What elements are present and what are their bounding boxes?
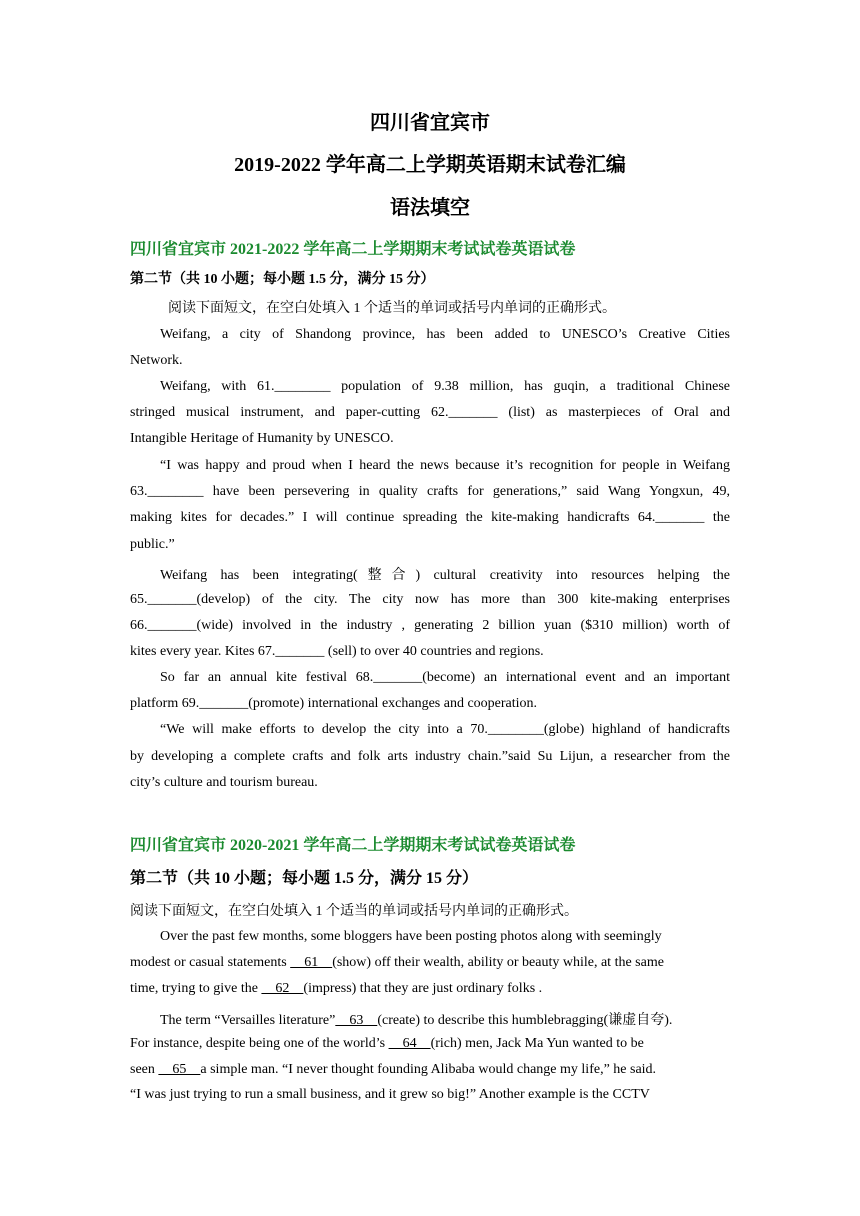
s1-line: Weifang, a city of Shandong province, has been added to UNESCO’s Creative Cities	[160, 327, 730, 342]
s2-text: For instance, despite being one of the world’s	[130, 1036, 389, 1051]
doc-title-region: 四川省宜宾市	[370, 112, 490, 134]
s1-line: So far an annual kite festival 68._______(become) an international event and an important	[160, 670, 730, 685]
s2-text: (create) to describe this humblebragging(谦虚自夸).	[377, 1013, 673, 1028]
s2-text: modest or casual statements	[130, 955, 291, 970]
s1-line: platform 69._______(promote) international exchanges and cooperation.	[130, 696, 538, 711]
s2-text: time, trying to give the	[130, 981, 262, 996]
s2-text: (show) off their wealth, ability or beauty while, at the same	[332, 955, 664, 970]
section1-part-label: 第二节（共 10 小题；每小题 1.5 分，满分 15 分）	[130, 272, 435, 287]
s1-line: Weifang has been integrating(整合) cultural creativity into resources helping the	[160, 568, 730, 583]
s2-text: The term “Versailles literature”	[160, 1013, 336, 1028]
s1-line: public.”	[130, 537, 175, 552]
section2-heading: 四川省宜宾市 2020-2021 学年高二上学期期末考试试卷英语试卷	[130, 837, 576, 854]
s2-text: (impress) that they are just ordinary folks .	[303, 981, 543, 996]
s2-line	[130, 955, 664, 971]
blank-64: 64	[388, 1036, 431, 1051]
s1-line: 66._______(wide) involved in the industry , generating 2 billion yuan ($310 million) worth of	[130, 618, 730, 633]
s1-line: 63.________ have been persevering in quality crafts for generations,” said Wang Yongxun, 49,	[130, 484, 730, 499]
blank-65: 65	[158, 1062, 201, 1077]
s1-line: “We will make efforts to develop the city into a 70.________(globe) highland of handicrafts	[160, 722, 730, 737]
blank-61: 61	[290, 955, 333, 970]
doc-title-topic: 语法填空	[390, 197, 470, 219]
section2-instruction: 阅读下面短文，在空白处填入 1 个适当的单词或括号内单词的正确形式。	[130, 904, 578, 919]
s1-line: stringed musical instrument, and paper-cutting 62._______ (list) as masterpieces of Oral and	[130, 405, 730, 420]
s1-line: by developing a complete crafts and folk arts industry chain.”said Su Lijun, a researcher from the	[130, 749, 730, 764]
s1-line: kites every year. Kites 67._______ (sell) to over 40 countries and regions.	[130, 644, 544, 659]
s2-line	[130, 1036, 644, 1052]
s2-text: a simple man. “I never thought founding Alibaba would change my life,” he said.	[200, 1062, 657, 1077]
blank-62: 62	[261, 981, 304, 996]
doc-title-year: 2019-2022 学年高二上学期英语期末试卷汇编	[234, 154, 626, 176]
s1-line: 65._______(develop) of the city. The city now has more than 300 kite-making enterprises	[130, 592, 730, 607]
section1-instruction: 阅读下面短文，在空白处填入 1 个适当的单词或括号内单词的正确形式。	[168, 301, 616, 316]
blank-63: 63	[335, 1013, 378, 1028]
s1-line: Intangible Heritage of Humanity by UNESCO.	[130, 431, 394, 446]
s2-text: seen	[130, 1062, 159, 1077]
section2-part-label: 第二节（共 10 小题；每小题 1.5 分，满分 15 分）	[130, 870, 479, 887]
s2-line	[130, 981, 542, 997]
s1-line: making kites for decades.” I will continue spreading the kite-making handicrafts 64._______ the	[130, 510, 730, 525]
s1-line: city’s culture and tourism bureau.	[130, 775, 318, 790]
s1-line: Network.	[130, 353, 183, 368]
s2-line: Over the past few months, some bloggers have been posting photos along with seemingly	[160, 929, 662, 944]
s1-line: “I was happy and proud when I heard the news because it’s recognition for people in Weifang	[160, 458, 730, 473]
s2-line: “I was just trying to run a small business, and it grew so big!” Another example is the CCTV	[130, 1087, 650, 1102]
s1-line: Weifang, with 61.________ population of 9.38 million, has guqin, a traditional Chinese	[160, 379, 730, 394]
section1-heading: 四川省宜宾市 2021-2022 学年高二上学期期末考试试卷英语试卷	[130, 241, 576, 258]
s2-text: (rich) men, Jack Ma Yun wanted to be	[430, 1036, 644, 1051]
s2-line	[130, 1062, 656, 1078]
s2-line	[160, 1009, 672, 1029]
